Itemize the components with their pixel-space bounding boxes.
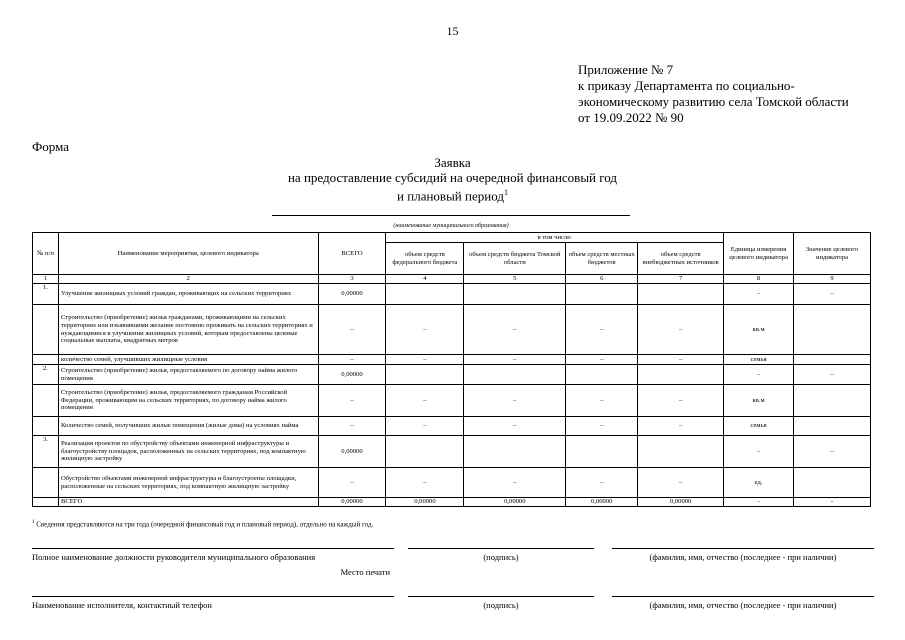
header-including: в том числе:	[386, 233, 724, 243]
page-number: 15	[446, 24, 459, 38]
row-unit: семья	[724, 355, 794, 365]
row-federal: –	[386, 468, 464, 498]
row-unit: –	[724, 284, 794, 305]
head-position-line	[32, 548, 394, 549]
row-federal: –	[386, 355, 464, 365]
subsidy-table	[32, 232, 871, 507]
table-row	[33, 365, 871, 385]
row-local: –	[566, 468, 638, 498]
row-local: –	[566, 305, 638, 355]
row-local: –	[566, 417, 638, 436]
row-offbudget	[638, 436, 724, 468]
row-regional	[464, 365, 566, 385]
row-unit: кв.м	[724, 305, 794, 355]
header-value: Значение целевого индикатора	[794, 233, 871, 275]
row-name: Реализация проектов по обустройству объектами инженерной инфраструктуры и благоустройству площадок, расположенных на сельских территориях, под компактную жилищную застройку	[58, 436, 318, 468]
column-number: 2	[58, 275, 318, 284]
column-number: 5	[464, 275, 566, 284]
appendix-line-3: экономическому развитию села Томской области	[578, 94, 849, 109]
head-signature-caption: (подпись)	[483, 552, 519, 562]
row-federal: 0,00000	[386, 498, 464, 507]
row-offbudget: –	[638, 417, 724, 436]
row-name: Строительство (приобретение) жилья гражданами, проживающими на сельских территориях или изъявившими желание постоянно проживать на сельских территориях и нуждающимися в улучшении жилищных условий, которым предоставлены целевые социальные выплаты, квадратных метров	[58, 305, 318, 355]
row-local: 0,00000	[566, 498, 638, 507]
header-offbudget: объем средств внебюджетных источников	[638, 243, 724, 275]
row-offbudget	[638, 365, 724, 385]
row-regional: 0,00000	[464, 498, 566, 507]
total-row	[33, 498, 871, 507]
head-fio-caption: (фамилия, имя, отчество (последнее - при наличии)	[649, 552, 837, 562]
row-federal: –	[386, 305, 464, 355]
row-value	[794, 385, 871, 417]
row-value	[794, 355, 871, 365]
executor-line	[32, 596, 394, 597]
table-row	[33, 417, 871, 436]
row-offbudget	[638, 284, 724, 305]
column-number: 7	[638, 275, 724, 284]
executor-fio-caption: (фамилия, имя, отчество (последнее - при наличии)	[649, 600, 837, 610]
column-number-row	[33, 275, 871, 284]
row-regional	[464, 284, 566, 305]
row-local: –	[566, 355, 638, 365]
footnote-mark: 1	[32, 520, 35, 525]
executor-fio-line	[612, 596, 874, 597]
row-unit: –	[724, 436, 794, 468]
row-offbudget: 0,00000	[638, 498, 724, 507]
table-row	[33, 436, 871, 468]
table-row	[33, 284, 871, 305]
table-row	[33, 385, 871, 417]
municipality-line	[272, 215, 630, 216]
footnote	[32, 520, 373, 528]
row-value: –	[794, 284, 871, 305]
column-number: 9	[794, 275, 871, 284]
row-offbudget: –	[638, 385, 724, 417]
appendix-line-4: от 19.09.2022 № 90	[578, 110, 684, 125]
header-local: объем средств местных бюджетов	[566, 243, 638, 275]
row-local: –	[566, 385, 638, 417]
column-number: 4	[386, 275, 464, 284]
header-total: ВСЕГО	[318, 233, 386, 275]
row-unit: -	[724, 498, 794, 507]
row-total: –	[318, 417, 386, 436]
column-number: 6	[566, 275, 638, 284]
row-num	[33, 355, 59, 365]
row-federal	[386, 436, 464, 468]
appendix-line-1: Приложение № 7	[578, 62, 674, 77]
row-value	[794, 468, 871, 498]
row-local	[566, 436, 638, 468]
header-federal: объем средств федерального бюджета	[386, 243, 464, 275]
row-unit: –	[724, 365, 794, 385]
row-unit: ед.	[724, 468, 794, 498]
row-total: 0,00000	[318, 365, 386, 385]
title-line-1: Заявка	[434, 155, 471, 170]
row-total: –	[318, 305, 386, 355]
row-local	[566, 284, 638, 305]
row-unit: семья	[724, 417, 794, 436]
column-number: 1	[33, 275, 59, 284]
head-position-caption: Полное наименование должности руководителя муниципального образования	[32, 552, 316, 562]
row-total: 0,00000	[318, 498, 386, 507]
row-federal	[386, 365, 464, 385]
executor-signature-caption: (подпись)	[483, 600, 519, 610]
row-num: 3.	[33, 436, 59, 468]
row-value: -	[794, 498, 871, 507]
header-name: Наименование мероприятия, целевого индикатора	[58, 233, 318, 275]
row-total: –	[318, 468, 386, 498]
row-name: количество семей, улучшивших жилищные условия	[58, 355, 318, 365]
row-regional: –	[464, 385, 566, 417]
table-row	[33, 468, 871, 498]
row-total: –	[318, 355, 386, 365]
row-local	[566, 365, 638, 385]
row-regional	[464, 436, 566, 468]
row-value	[794, 417, 871, 436]
table-row	[33, 355, 871, 365]
row-offbudget: –	[638, 305, 724, 355]
row-federal: –	[386, 385, 464, 417]
row-offbudget: –	[638, 355, 724, 365]
header-regional: объем средств бюджета Томской области	[464, 243, 566, 275]
row-regional: –	[464, 417, 566, 436]
row-num	[33, 385, 59, 417]
executor-caption: Наименование исполнителя, контактный телефон	[32, 600, 212, 610]
row-name: Строительство (приобретение) жилья, предоставляемого гражданам Российской Федерации, проживающим на сельских территориях, по договору найма жилого помещения	[58, 385, 318, 417]
form-label: Форма	[32, 139, 69, 154]
stamp-place: Место печати	[340, 567, 390, 577]
row-regional: –	[464, 305, 566, 355]
row-regional: –	[464, 355, 566, 365]
municipality-caption: (наименование муниципального образования)	[393, 223, 509, 229]
row-num	[33, 305, 59, 355]
row-offbudget: –	[638, 468, 724, 498]
row-name: Обустройство объектами инженерной инфраструктуры и благоустроены площадки, расположенные на сельских территориях, под компактную жилищную застройку	[58, 468, 318, 498]
footnote-text: Сведения представляются на три года (очередной финансовый год и плановый период), отдельно на каждый год.	[36, 520, 374, 529]
row-unit: кв.м	[724, 385, 794, 417]
header-num: № п/п	[33, 233, 59, 275]
row-federal	[386, 284, 464, 305]
title-line-3-text: и плановый период	[397, 188, 504, 204]
row-num	[33, 498, 59, 507]
row-num	[33, 468, 59, 498]
header-unit: Единица измерения целевого индикатора	[724, 233, 794, 275]
row-name: Строительство (приобретение) жилья, предоставляемого по договору найма жилого помещения	[58, 365, 318, 385]
row-total: 0,00000	[318, 284, 386, 305]
row-num: 1.	[33, 284, 59, 305]
row-num	[33, 417, 59, 436]
executor-signature-line	[408, 596, 594, 597]
title-footnote-mark: 1	[503, 188, 508, 197]
row-name: ВСЕГО	[58, 498, 318, 507]
row-federal: –	[386, 417, 464, 436]
row-name: Улучшение жилищных условий граждан, проживающих на сельских территориях	[58, 284, 318, 305]
column-number: 3	[318, 275, 386, 284]
row-total: 0,00000	[318, 436, 386, 468]
appendix-block	[578, 62, 849, 126]
row-num: 2.	[33, 365, 59, 385]
row-name: Количество семей, получивших жилые помещения (жилые дома) на условиях найма	[58, 417, 318, 436]
row-value: –	[794, 436, 871, 468]
head-signature-line	[408, 548, 594, 549]
title-line-2: на предоставление субсидий на очередной финансовый год	[287, 170, 618, 185]
document-title	[0, 155, 905, 203]
column-number: 8	[724, 275, 794, 284]
row-value	[794, 305, 871, 355]
head-fio-line	[612, 548, 874, 549]
row-value: –	[794, 365, 871, 385]
title-line-3	[0, 185, 905, 203]
row-regional: –	[464, 468, 566, 498]
appendix-line-2: к приказу Департамента по социально-	[578, 78, 795, 93]
row-total: –	[318, 385, 386, 417]
table-row	[33, 305, 871, 355]
